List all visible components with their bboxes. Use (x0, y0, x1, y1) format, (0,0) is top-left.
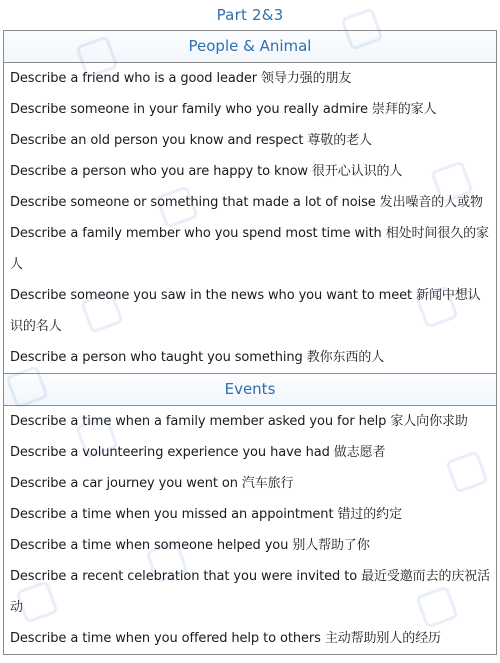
list-item: Describe a person who you are happy to know 很开心认识的人 (10, 164, 403, 179)
page-title: Part 2&3 (216, 6, 284, 24)
list-item: Describe a time when someone helped you 别人帮助了你 (10, 538, 370, 553)
list-item: Describe a friend who is a good leader 领导力强的朋友 (10, 71, 352, 86)
section-events-list (4, 406, 496, 655)
list-item: Describe a family member who you spend most time with 相处时间很久的家人 (10, 226, 489, 272)
section-heading-people-animal: People & Animal (4, 31, 496, 63)
list-item: Describe a time when you offered help to others 主动帮助别人的经历 (10, 631, 441, 646)
list-item: Describe an old person you know and respect 尊敬的老人 (10, 133, 372, 148)
list-item: Describe a time when you missed an appointment 错过的约定 (10, 507, 402, 522)
list-item: Describe a volunteering experience you have had 做志愿者 (10, 445, 386, 460)
list-item: Describe someone or something that made a lot of noise 发出噪音的人或物 (10, 195, 483, 210)
list-item: Describe someone in your family who you really admire 崇拜的家人 (10, 102, 437, 117)
topic-table (3, 30, 497, 655)
list-item: Describe a recent celebration that you were invited to 最近受邀而去的庆祝活动 (10, 569, 491, 615)
list-item: Describe someone you saw in the news who you want to meet 新闻中想认识的名人 (10, 288, 481, 334)
list-item: Describe a car journey you went on 汽车旅行 (10, 476, 294, 491)
section-heading-events: Events (4, 373, 496, 406)
list-item: Describe a time when a family member asked you for help 家人向你求助 (10, 414, 468, 429)
section-people-animal-list (4, 63, 496, 373)
list-item: Describe a person who taught you something 教你东西的人 (10, 350, 385, 365)
